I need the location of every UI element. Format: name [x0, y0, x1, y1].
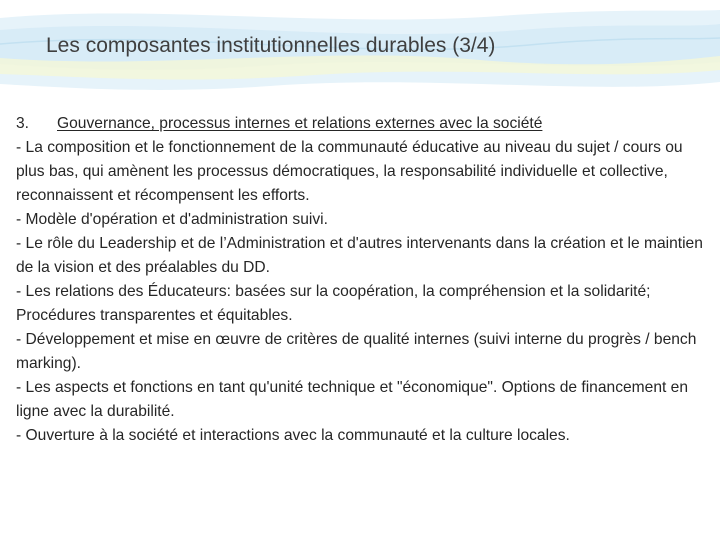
section-heading [16, 112, 706, 136]
bullet-item: - Le rôle du Leadership et de l’Administration et d'autres intervenants dans la création et le maintien de la vision et des préalables du DD. [16, 235, 703, 276]
section-heading-text: Gouvernance, processus internes et relations externes avec la société [57, 115, 543, 132]
bullet-item: - La composition et le fonctionnement de la communauté éducative au niveau du sujet / cours ou plus bas, qui amènent les processus démocratiques, la responsabilité individuelle et collective, reconnaissent et récompensent les efforts. [16, 139, 683, 204]
bullet-item: - Les relations des Éducateurs: basées sur la coopération, la compréhension et la solidarité; Procédures transparentes et équitables. [16, 283, 651, 324]
section-number: 3. [16, 115, 30, 132]
bullet-item: - Développement et mise en œuvre de critères de qualité internes (suivi interne du progrès / bench marking). [16, 331, 697, 372]
bullet-item: - Les aspects et fonctions en tant qu'unité technique et "économique". Options de financement en ligne avec la durabilité. [16, 379, 689, 420]
slide-title: Les composantes institutionnelles durables (3/4) [46, 34, 496, 57]
bullet-item: - Modèle d'opération et d'administration suivi. [16, 211, 328, 228]
bullet-item: - Ouverture à la société et interactions avec la communauté et la culture locales. [16, 427, 570, 444]
slide-body [16, 112, 706, 448]
